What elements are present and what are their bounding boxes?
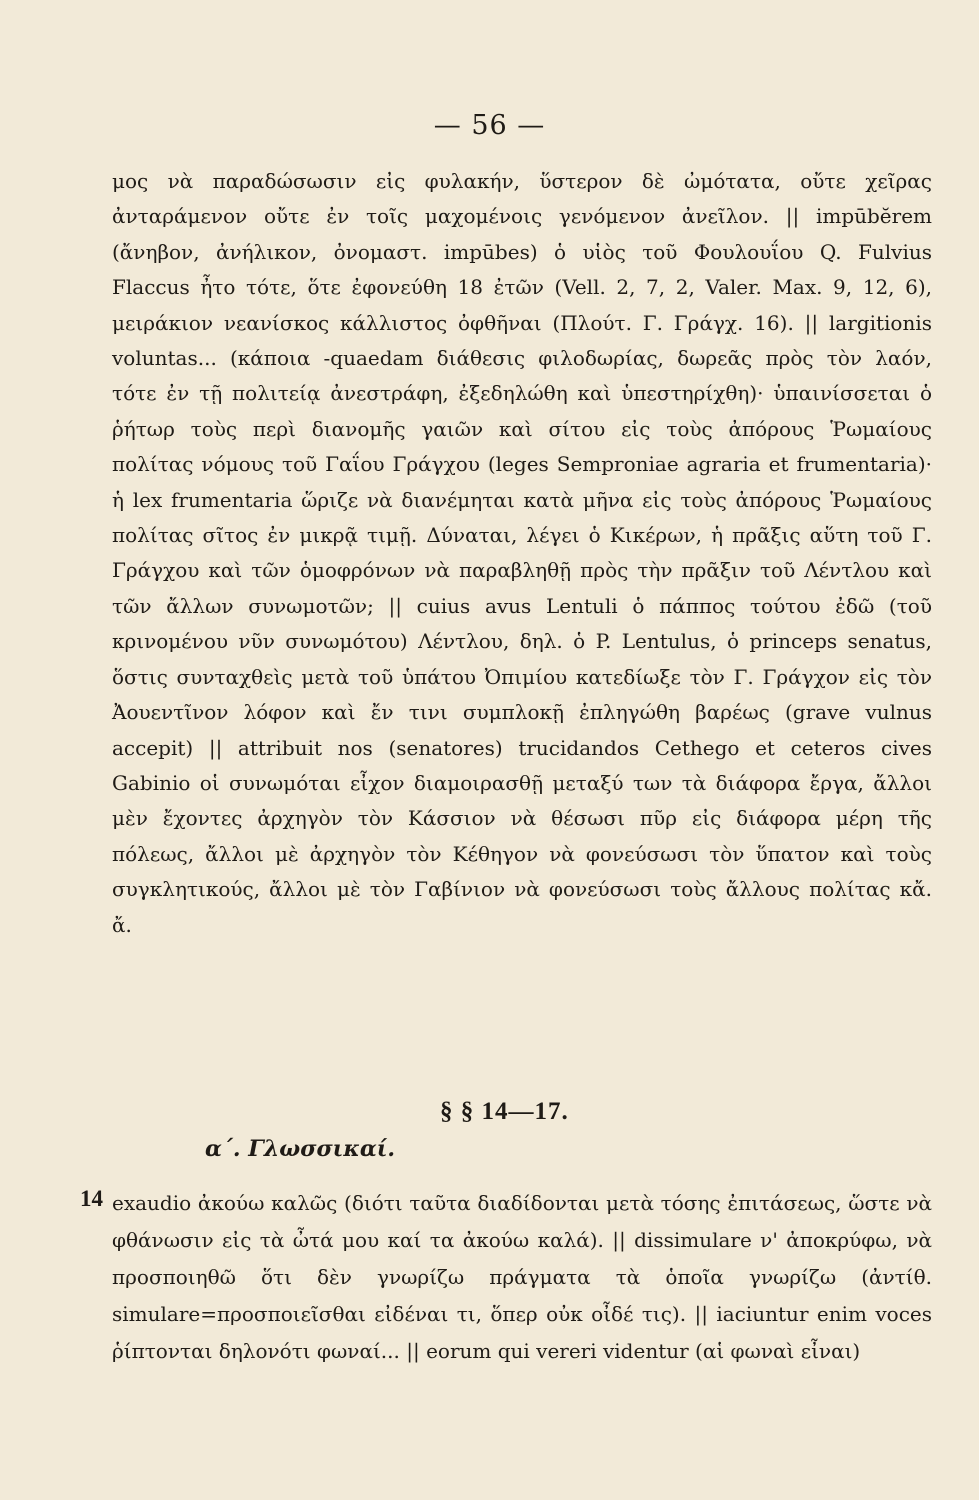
subsection-heading: α΄. Γλωσσικαί. (205, 1136, 396, 1162)
section-heading: § § 14—17. (440, 1098, 569, 1125)
page-number: — 56 — (433, 110, 546, 141)
note-text (112, 1185, 932, 1370)
note-paragraph: exaudio ἀκούω καλῶς (διότι ταῦτα διαδίδονται μετὰ τόσης ἐπιτάσεως, ὥστε νὰ φθάνωσιν εἰς τὰ ὦτά μου καί τα ἀκούω καλά). || dissimulare ν' ἀποκρύφω, νὰ προσποιηθῶ ὅτι δὲν γνωρίζω πράγματα τὰ ὁποῖα γνωρίζω (ἀντίθ. simulare=προσποιεῖσθαι εἰδέναι τι, ὅπερ οὐκ οἶδέ τις). || iaciuntur enim voces ῥίπτονται δηλονότι φωναί... || eorum qui vereri videntur (αἱ φωναὶ εἶναι) (112, 1191, 932, 1363)
note-number: 14 (80, 1186, 103, 1211)
commentary-text (112, 164, 932, 943)
commentary-paragraph: μος νὰ παραδώσωσιν εἰς φυλακήν, ὕστερον δὲ ὠμότατα, οὔτε χεῖρας ἀνταράμενον οὔτε ἐν τοῖς μαχομένοις γενόμενον ἀνεῖλον. || impūbĕrem (ἄνηβον, ἀνήλικον, ὀνομαστ. impūbes) ὁ υἱὸς τοῦ Φουλουΐου Q. Fulvius Flaccus ἦτο τότε, ὅτε ἐφονεύθη 18 ἐτῶν (Vell. 2, 7, 2, Valer. Max. 9, 12, 6), μειράκιον νεανίσκος κάλλιστος ὀφθῆναι (Πλούτ. Γ. Γράγχ. 16). || largitionis voluntas... (κάποια -quaedam διάθεσις φιλοδωρίας, δωρεᾶς πρὸς τὸν λαόν, τότε ἐν τῇ πολιτείᾳ ἀνεστράφη, ἐξεδηλώθη καὶ ὑπεστηρίχθη)· ὑπαινίσσεται ὁ ῥήτωρ τοὺς περὶ διανομῆς γαιῶν καὶ σίτου εἰς τοὺς ἀπόρους Ῥωμαίους πολίτας νόμους τοῦ Γαΐου Γράγχου (leges Semproniae agraria et frumentaria)· ἡ lex frumentaria ὥριζε νὰ διανέμηται κατὰ μῆνα εἰς τοὺς ἀπόρους Ῥωμαίους πολίτας σῖτος ἐν μικρᾷ τιμῇ. Δύναται, λέγει ὁ Κικέρων, ἡ πρᾶξις αὕτη τοῦ Γ. Γράγχου καὶ τῶν ὁμοφρόνων νὰ παραβληθῇ πρὸς τὴν πρᾶξιν τοῦ Λέντλου καὶ τῶν ἄλλων συνωμοτῶν; || cuius avus Lentuli ὁ πάππος τούτου ἐδῶ (τοῦ κρινομένου νῦν συνωμότου) Λέντλου, δηλ. ὁ P. Lentulus, ὁ princeps senatus, ὅστις συνταχθεὶς μετὰ τοῦ ὑπάτου Ὀπιμίου κατεδίωξε τὸν Γ. Γράγχον εἰς τὸν Ἀουεντῖνον λόφον καὶ ἔν τινι συμπλοκῇ ἐπληγώθη βαρέως (grave vulnus accepit) || attribuit nos (senatores) trucidandos Cethego et ceteros cives Gabinio οἱ συνωμόται εἶχον διαμοιρασθῇ μεταξύ των τὰ διάφορα ἔργα, ἄλλοι μὲν ἔχοντες ἀρχηγὸν τὸν Κάσσιον νὰ θέσωσι πῦρ εἰς διάφορα μέρη τῆς πόλεως, ἄλλοι μὲ ἀρχηγὸν τὸν Κέθηγον νὰ φονεύσωσι τὸν ὕπατον καὶ τοὺς συγκλητικούς, ἄλλοι μὲ τὸν Γαβίνιον νὰ φονεύσωσι τοὺς ἄλλους πολίτας κἄ. ἄ. (112, 169, 932, 937)
